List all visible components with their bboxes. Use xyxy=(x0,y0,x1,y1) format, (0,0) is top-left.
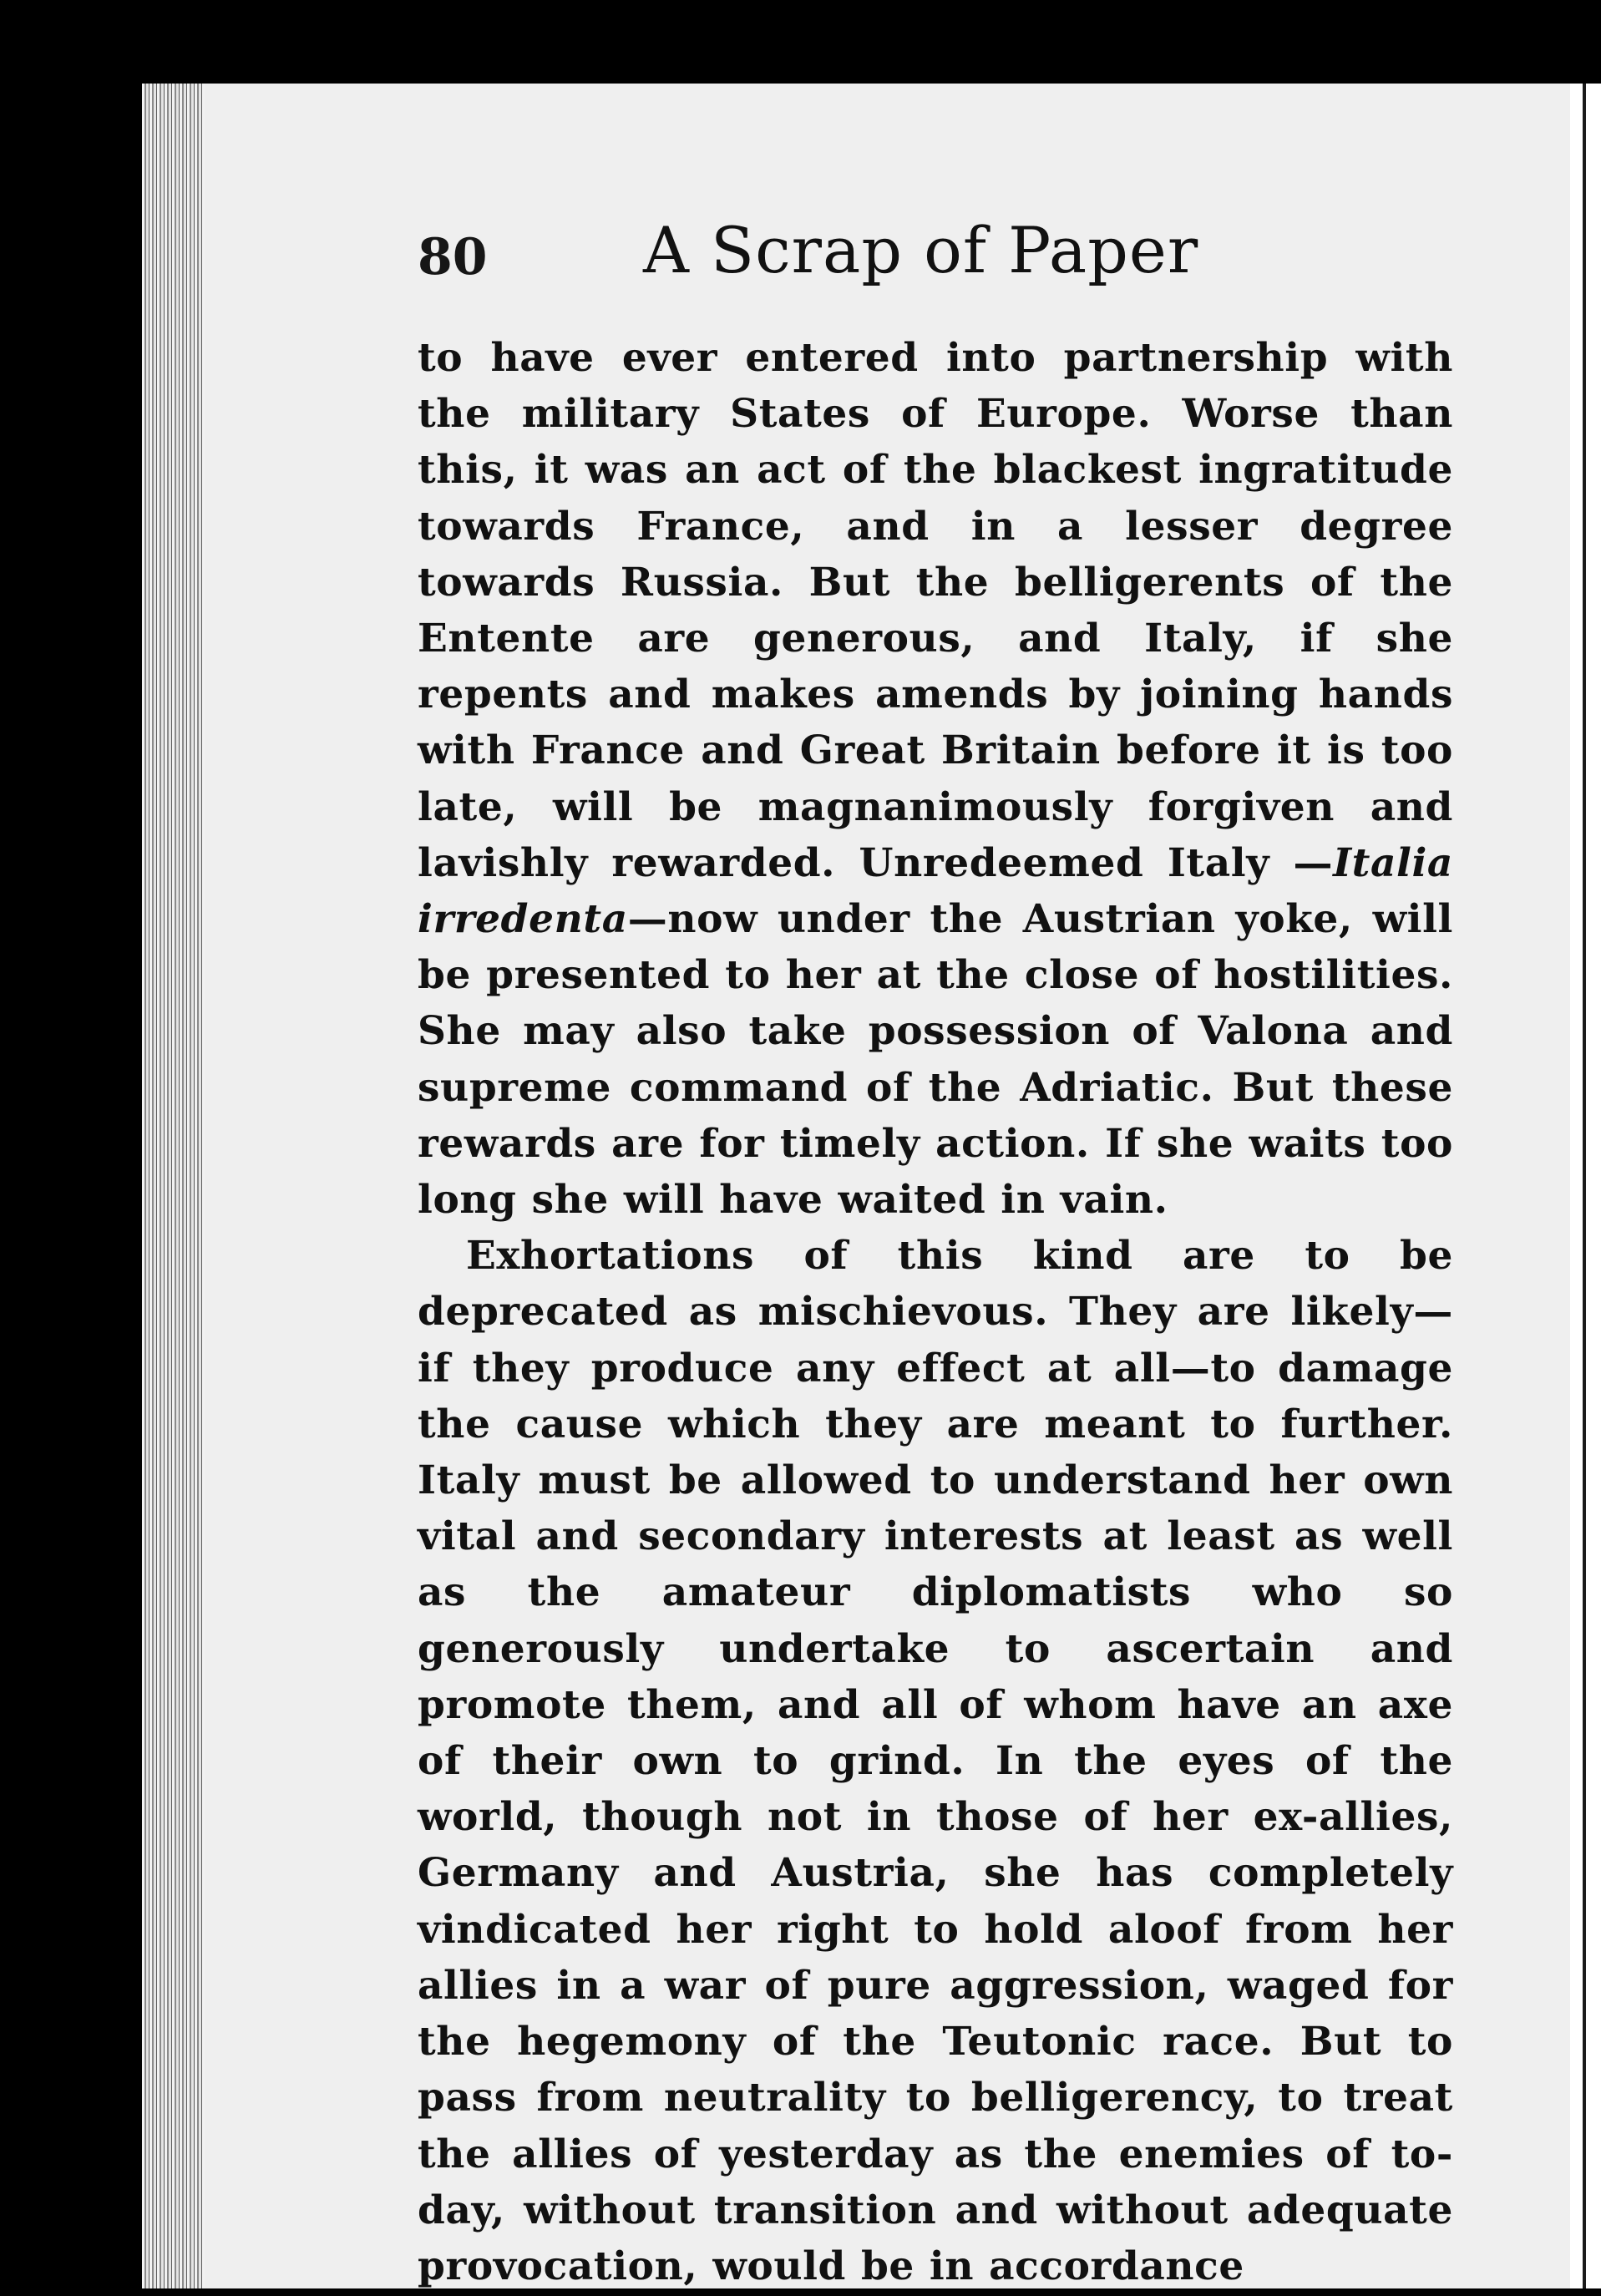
running-title: A Scrap of Paper xyxy=(643,213,1199,287)
paragraph-1 xyxy=(418,330,1453,1228)
page-number: 80 xyxy=(418,228,488,286)
paragraph-1-text: to have ever entered into partnership with the military States of Europe. Worse than this, it was an act of the blackest ingratitude towards France, and in a lesser degree towards Russia. But the belligerents of the Entente are generous, and Italy, if she repents and makes amends by joining hands with France and Great Britain before it is too late, will be magnanimously forgiven and lavishly rewarded. Unredeemed Italy — xyxy=(418,335,1453,886)
paragraph-1-continuation: —now under the Austrian yoke, will be presented to her at the close of hostilities. She may also take possession of Valona and supreme command of the Adriatic. But these rewards are for timely action. If she waits too long she will have waited in vain. xyxy=(418,896,1453,1224)
paragraph-2: Exhortations of this kind are to be deprecated as mischievous. They are likely—if they produce any effect at all—to damage the cause which they are meant to further. Italy must be allowed to understand her own vital and secondary interests at least as well as the amateur diplomatists who so generously undertake to ascertain and promote them, and all of whom have an axe of their own to grind. In the eyes of the world, though not in those of her ex-allies, Germany and Austria, she has completely vindicated her right to hold aloof from her allies in a war of pure aggression, waged for the hegemony of the Teutonic race. But to pass from neutrality to belligerency, to treat the allies of yesterday as the enemies of to-day, without transition and without adequate provocation, would be in accordance xyxy=(418,1233,1453,2289)
body-text xyxy=(418,330,1453,2294)
facing-page-edge xyxy=(1570,84,1601,2288)
page-header xyxy=(418,213,1462,305)
italic-phrase: Italia irredenta xyxy=(418,839,1453,943)
